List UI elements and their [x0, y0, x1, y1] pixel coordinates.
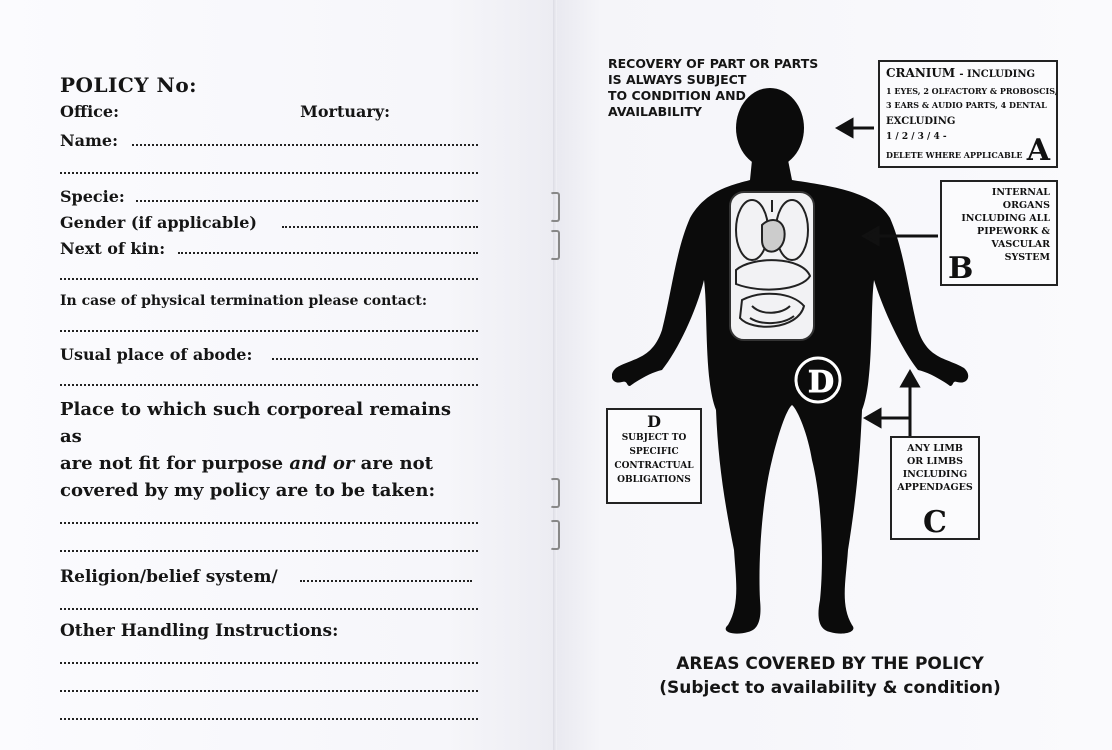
abode-dotted-line[interactable] — [272, 358, 478, 360]
box-a-including: - INCLUDING — [959, 69, 1036, 80]
staple — [550, 478, 560, 508]
body-label-d: D — [808, 365, 835, 400]
blank-line[interactable] — [60, 316, 478, 338]
policy-form — [60, 74, 478, 726]
box-a-line-2: 3 EARS & AUDIO PARTS, 4 DENTAL — [886, 100, 1047, 110]
specie-label: Specie: — [60, 187, 125, 206]
religion-dotted-line[interactable] — [300, 580, 472, 582]
gender-label: Gender (if applicable) — [60, 213, 257, 232]
blank-line[interactable] — [60, 704, 478, 726]
box-a-title: CRANIUM — [886, 66, 956, 80]
arrow-a-head — [838, 120, 852, 136]
blank-line[interactable] — [60, 264, 478, 286]
policy-number-label: POLICY No: — [60, 73, 198, 97]
next-of-kin-label: Next of kin: — [60, 239, 166, 258]
religion-label: Religion/belief system/ — [60, 567, 278, 587]
name-field[interactable] — [60, 130, 478, 152]
box-a-letter: A — [1026, 133, 1050, 168]
blank-line[interactable] — [60, 370, 478, 392]
box-a-delete: DELETE WHERE APPLICABLE — [886, 150, 1023, 160]
box-d-contractual: D SUBJECT TO SPECIFIC CONTRACTUAL OBLIGATIONS — [606, 408, 702, 504]
blank-line[interactable] — [60, 594, 478, 616]
page-fold — [553, 0, 557, 750]
box-a-numbers: 1 / 2 / 3 / 4 - — [886, 132, 947, 142]
recovery-note: RECOVERY OF PART OR PARTS IS ALWAYS SUBJECT TO CONDITION AND AVAILABILITY — [608, 56, 819, 119]
remains-line-2: are not fit for purpose and or are not — [60, 453, 433, 474]
next-of-kin-field[interactable] — [60, 238, 478, 260]
box-d-letter: D — [647, 412, 661, 431]
blank-line[interactable] — [60, 508, 478, 530]
religion-field[interactable] — [60, 566, 478, 588]
next-of-kin-dotted-line[interactable] — [178, 252, 478, 254]
and-or-emphasis: and or — [289, 453, 355, 474]
abode-label: Usual place of abode: — [60, 345, 253, 364]
remains-paragraph — [60, 396, 478, 504]
blank-line[interactable] — [60, 676, 478, 698]
head — [736, 88, 804, 168]
blank-line[interactable] — [60, 536, 478, 558]
box-b-internal-organs: INTERNAL ORGANS INCLUDING ALL PIPEWORK & VASCULAR SYSTEM B — [940, 180, 1058, 286]
diagram-caption — [610, 654, 1050, 698]
name-dotted-line[interactable] — [132, 144, 478, 146]
caption-line-1: AREAS COVERED BY THE POLICY — [676, 654, 984, 674]
gender-dotted-line[interactable] — [282, 226, 478, 228]
remains-line-1: Place to which such corporeal remains as — [60, 399, 452, 447]
blank-line[interactable] — [60, 158, 478, 180]
remains-line-3: covered by my policy are to be taken: — [60, 480, 436, 501]
staple — [550, 192, 560, 222]
office-label: Office: — [60, 102, 119, 121]
physical-termination-label: In case of physical termination please contact: — [60, 293, 427, 309]
arrow-c-up-head — [902, 372, 918, 386]
staple — [550, 230, 560, 260]
specie-dotted-line[interactable] — [136, 200, 478, 202]
gender-field[interactable] — [60, 212, 478, 234]
box-a-line-1: 1 EYES, 2 OLFACTORY & PROBOSCIS, — [886, 86, 1058, 96]
abode-field[interactable] — [60, 344, 478, 366]
box-a-excluding: EXCLUDING — [886, 116, 956, 127]
box-a-cranium — [878, 60, 1058, 168]
arrow-c-left-head — [866, 410, 880, 426]
mortuary-label: Mortuary: — [300, 102, 390, 121]
box-c-limbs: ANY LIMB OR LIMBS INCLUDING APPENDAGES C — [890, 436, 980, 540]
specie-field[interactable] — [60, 186, 478, 208]
box-c-letter: C — [923, 505, 947, 540]
office-mortuary-row — [60, 102, 390, 124]
name-label: Name: — [60, 131, 119, 150]
handling-instructions-label: Other Handling Instructions: — [60, 621, 339, 641]
staple — [550, 520, 560, 550]
blank-line[interactable] — [60, 648, 478, 670]
caption-line-2: (Subject to availability & condition) — [659, 678, 1001, 698]
box-b-letter: B — [948, 251, 974, 286]
